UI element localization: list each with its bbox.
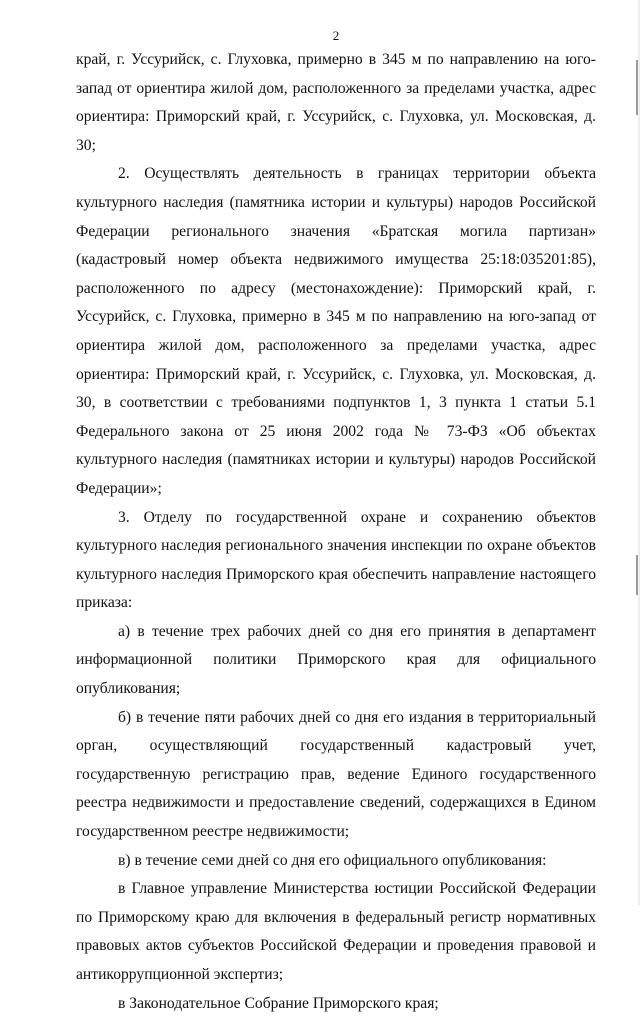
paragraph-address-continuation: край, г. Уссурийск, с. Глуховка, примерно в 345 м по направлению на юго-запад от ориентира жилой дом, расположенного за пределами участка, адрес ориентира: Приморский край, г. Уссурийск, с. Глуховка, ул. Московская, д. 30; (76, 51, 596, 154)
paragraph-subitem-a: а) в течение трех рабочих дней со дня его принятия в департамент информационной политики Приморского края для официального опубликования; (76, 622, 596, 698)
page-number: 2 (332, 28, 340, 43)
scan-edge-mark (636, 555, 638, 595)
paragraph-ministry-justice: в Главное управление Министерства юстиции Российской Федерации по Приморскому краю для включения в федеральный регистр нормативных правовых актов субъектов Российской Федерации и проведения правовой и антикоррупционной экспертиз; (76, 880, 596, 983)
paragraph-subitem-b: б) в течение пяти рабочих дней со дня его издания в территориальный орган, осуществляющий государственный кадастровый учет, государственную регистрацию прав, ведение Единого государственного реестра недвижимости и предоставление сведений, содержащихся в Едином государственном реестре недвижимости; (76, 708, 596, 841)
scan-edge-mark (636, 60, 638, 115)
paragraph-subitem-v: в) в течение семи дней со дня его официального опубликования: (118, 851, 547, 869)
paragraph-legislative-assembly: в Законодательное Собрание Приморского края; (118, 994, 439, 1012)
paragraph-item-2: 2. Осуществлять деятельность в границах территории объекта культурного наследия (памятника истории и культуры) народов Российской Федерации регионального значения «Братская могила партизан» (кадастровый номер объекта недвижимого имущества 25:18:035201:85), расположенного по адресу (местонахождение): Приморский край, г. Уссурийск, с. Глуховка, примерно в 345 м по направлению на юго-запад от ориентира жилой дом, расположенного за пределами участка, адрес ориентира: Приморский край, г. Уссурийск, с. Глуховка, ул. Московская, д. 30, в соответствии с требованиями подпунктов 1, 3 пункта 1 статьи 5.1 Федерального закона от 25 июня 2002 года № 73-ФЗ «Об объектах культурного наследия (памятниках истории и культуры) народов Российской Федерации»; (76, 165, 596, 497)
document-body (76, 46, 596, 1018)
paragraph-item-3: 3. Отделу по государственной охране и сохранению объектов культурного наследия регионального значения инспекции по охране объектов культурного наследия Приморского края обеспечить направление настоящего приказа: (76, 508, 596, 612)
